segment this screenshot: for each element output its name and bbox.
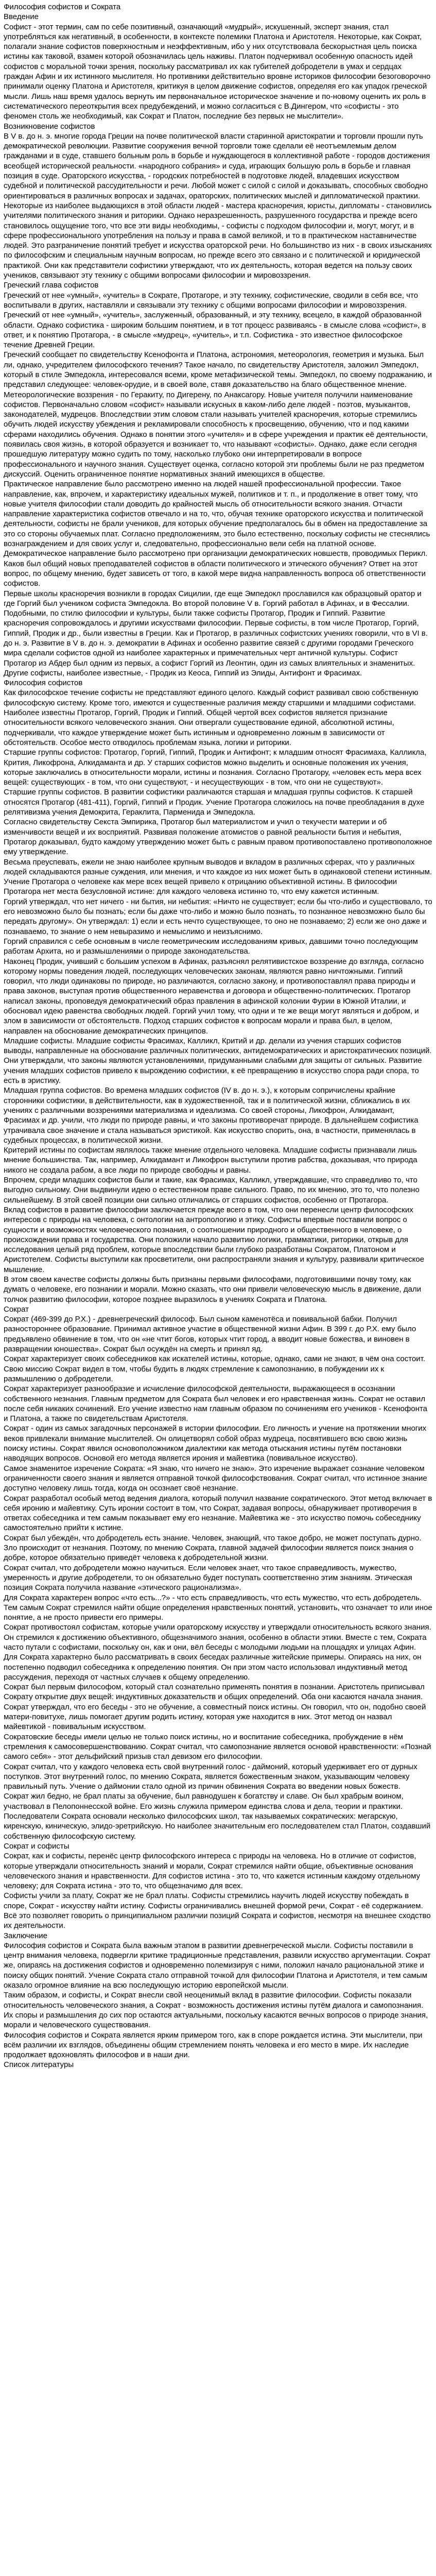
paragraph: Старшие группы софистов: Протагор, Горгий, Гиппий, Продик и Антифонт; к младшим относят Фрасимаха, Калликла, Крития, Ликофрона, Алкидаманта и др. У старших софистов можно выделить и основные положения их учения, которые заключались в относительности морали, истины и познания. Согласно Протагору, «человек есть мера всех вещей: существующих - в том, что они существуют, - и несуществующих - в том, что они не существуют». — [4, 748, 427, 787]
paragraph: В V в. до н. э. многие города Греции на почве политической власти старинной аристократии и торговли прошли путь демократической революции. Развитие сооружения вечной торговли тоже сделали её неотъемлемым делом гражданами и в суде, ставшего больным роль в борьбе и нуждающегося в коллективной работе - городов достижения всеобщей исторической реальности. «народного собрания» и суда, играющих большую роль в борьбе и главная позиция в суде. Ораторского искусства, - городских потребностей в подготовке людей, владевших искусством судебной и политической рассудительности и речи. Любой может с силой с силой и доказывать, способных свободно ориентироваться в различных вопросах и задачах, ораторских, политических мыслей и дипломатической практики. Некоторые из наиболее выдающихся в этой области людей - мастера красноречия, юристы, дипломаты - становились учителями политического знания и риторики. Однако неразрешенность, разрушенного государства и прежде всего становилось ощущение того, что все эти виды необходимы, - софисты с подходом философии и, могут, могут, и в сфере профессионального употребления на пользу и права в самой великой, и то в практическом наставничестве людей. Это разграничение понятий требует и искусства ораторской речи. Но большинство из них - в своих изысканиях по философским и специальным научным вопросам, но прежде всего это связано и с политической и юридической практикой. Они как представители софистики утверждают, что их деятельность, которая ведется на пользу своих учеников, связывают эту технику с общими вопросами философии и мировоззрения. — [4, 131, 432, 280]
paragraph: Сократ, как и софисты, перенёс центр философского интереса с природы на человека. Но в отличие от софистов, которые утверждали относительность знаний и морали, Сократ стремился найти общие, объективные основания человеческого знания и нравственности. Для софистов истина - это то, что кажется истинным каждому отдельному человеку; для Сократа истина - это то, что общезначимо для всех. — [4, 1852, 421, 1891]
paragraph: Сократ характеризует своих собеседников как искателей истины, которые, однако, сами не знают, в чём она состоит. Свою миссию Сократ видел в том, чтобы будить в людях стремление к самопознанию, в побуждении их к размышлению о добродетели. — [4, 1354, 426, 1383]
paragraph: Философия софистов и Сократа была важным этапом в развитии древнегреческой мысли. Софисты поставили в центр внимания человека, подвергли критике традиционные представления, развили искусство аргументации. Сократ же, опираясь на достижения софистов и одновременно полемизируя с ними, положил начало рациональной этике и поиску общих понятий. Учение Сократа стало отправной точкой для философии Платона и Аристотеля, и тем самым оказало огромное влияние на всю последующую историю европейской мысли. — [4, 1941, 431, 1990]
paragraph: Младшая группа софистов. Во времена младших софистов (IV в. до н. э.), к которым сопричислены крайние сторонники софистики, в действительности, как в художественной, так и в политической жизни, сближались в их учениях с различными воззрениями материализма и идеализма. Со своей стороны, Ликофрон, Алкидамант, Фрасимах и др. учили, что люди по природе равны, и что законы противоречат природе. В дальнейшем софистика утрачивала свое значение и стала называться эристикой. Как искусство спорить, она, в частности, применялась в судебных процессах, в политической жизни. — [4, 1086, 418, 1145]
paragraph: Сократ характеризует разнообразие и исчисление философской деятельности, выражающееся в осознании собственного незнания. Главным предметом для Сократа был человек и его нравственная жизнь. Сократ не оставил после себя никаких сочинений. Его учение известно нам главным образом по сочинениям его учеников - Ксенофонта и Платона, а также по свидетельствам Аристотеля. — [4, 1384, 428, 1423]
paragraph: Горгий справился с себе основным в числе геометрическим исследованиям кривых, давшими точно последующим работам Архита, но и размышлениями о природе законодательства. — [4, 937, 418, 956]
paragraph: Самое знаменитое изречение Сократа: «Я знаю, что ничего не знаю». Это изречение выражает сознание человеком ограниченности своего знания и является отправной точкой философствования. Сократ считал, что истинное знание доступно человеку лишь тогда, когда он осознает своё незнание. — [4, 1464, 427, 1493]
paragraph: Демократическое направление было рассмотрено при организации демократических новшеств, проводимых Перикл. Каков был общий новых преподавателей софистов в области политического и этического обучения? Ответ на этот вопрос, по общему мнению, будет зависеть от того, в какой мере видна направленность вопроса об ответственности софистов. — [4, 549, 428, 588]
paragraph: Согласно свидетельству Секста Эмпирика, Протагор был материалистом и учил о текучести материи и об изменчивости вещей и их восприятий. Развивая положение атомистов о равной реальности бытия и небытия, Протагор доказывал, будто каждому утверждению может быть с равным правом противопоставлено противоположное ему утверждение. — [4, 818, 432, 857]
paragraph: Сократ утверждал, что его беседы - это не обучение, а совместный поиск истины. Он говорил, что он, подобно своей матери-повитухе, лишь помогает другим родить истину, которая уже находится в них. Этот метод он назвал майевтикой - повивальным искусством. — [4, 1702, 426, 1732]
paragraph: Весьма преуспевать, ежели не знаю наиболее крупным выводов и вкладом в различных сферах, что у различных людей складываются разные суждения, или мнения, и что каждое из них может быть в одинаковой степени истинным. Учение Протагора о человеке как мере всех вещей привело к отрицанию объективной истины. В философии Протагора нет места безусловной истине: для каждого человека истинно то, что ему кажется истинным. — [4, 857, 432, 896]
paragraph: Таким образом, и софисты, и Сократ внесли свой неоценимый вклад в развитие философии. Софисты показали относительность человеческого знания, а Сократ - возможность достижения истины путём диалога и самопознания. Их споры и размышления до сих пор остаются актуальными, поскольку касаются вечных вопросов о природе знания, морали и человеческого существования. — [4, 1991, 428, 2030]
paragraph: Сократ противостоял софистам, которые учили ораторскому искусству и утверждали относительность всякого знания. Он стремился к достижению объективного, общезначимого знания, особенно в области этики. Вместе с тем, Сократа часто путали с софистами, поскольку он, как и они, вёл беседы с молодыми людьми на площадях и улицах Афин. — [4, 1623, 431, 1652]
paragraph: Философия софистов и Сократа является ярким примером того, как в споре рождается истина. Эти мыслители, при всём различии их взглядов, объединены общим стремлением понять человека и его место в мире. Их наследие продолжает вдохновлять философов и в наши дни. — [4, 2030, 423, 2060]
paragraph: Софист - этот термин, сам по себе позитивный, означающий «мудрый», искушенный, эксперт знания, стал употребляться как негативный, в особенности, в контексте полемики Платона и Аристотеля. Некоторые, как Сократ, полагали знание софистов поверхностным и неэффективным, ибо у них отсутствовала бескорыстная цель поиска истины как таковой, взамен которой обозначилась цель наживы. Платон подчеркивал особенную опасность идей софистов с моральной точки зрения, поскольку рассматривал их как губителей добродетели в умах и сердцах граждан Афин и их истинного мыслителя. Но противники действительно вровне историков философии безоговорочно принимали оценку Платона и Аристотеля, критикуя в целом движение софистов, определяя его как упадок греческой мысли. Лишь наш время удалось вернуть им первоначальное историческое значение и по-новому оценить их роль в систематического переоткрытия всех предубеждений, и можно согласиться с В.Дингером, что «софисты - это феномен столь же необходимый, как Сократ и Платон, последние без первых не мыслители». — [4, 22, 431, 121]
paragraph: Сократ - один из самых загадочных персонажей в истории философии. Его личность и учение на протяжении многих веков привлекали внимание мыслителей. Он олицетворял собой образ мудреца, посвятившего всю свою жизнь поиску истины. Сократ явился основоположником диалектики как метода отыскания истины путём постановки наводящих вопросов. Основой его метода является ирония и майевтика (повивальное искусство). — [4, 1424, 427, 1463]
paragraph: Сократ разработал особый метод ведения диалога, который получил название сократического. Этот метод включает в себя иронию и майевтику. Суть иронии состоит в том, что Сократ, задавая вопросы, обнаруживает противоречия в ответах собеседника и тем самым показывает ему его незнание. Майевтика же - это искусство помочь собеседнику самостоятельно прийти к истине. — [4, 1494, 432, 1533]
paragraph: Вклад софистов в развитие философии заключается прежде всего в том, что они перенесли центр философских интересов с природы на человека, с онтологии на антропологию и этику. Софисты впервые поставили вопрос о сущности и возможностях человеческого познания, о соотношении природного и общественного в человеке, о происхождении права и государства. Они положили начало развитию логики, грамматики, риторики, открыв для исследования целый ряд проблем, которые впоследствии были глубоко разработаны Сократом, Платоном и Аристотелем. Софисты выступили как просветители, они распространяли знания и культуру, развивали критическое мышление. — [4, 1205, 425, 1274]
paragraph: Для Сократа характерно было рассматривать в своих беседах различные житейские примеры. Опираясь на них, он постепенно подводил собеседника к определению понятия. Он при этом часто использовал индуктивный метод рассуждения, переходя от частных случаев к общему определению. — [4, 1653, 422, 1682]
paragraph: Заключение — [4, 1931, 47, 1940]
paragraph: Греческий сообщает по свидетельству Ксенофонта и Платона, астрономия, метеорология, геометрия и музыка. Был ли, однако, учредителем философского течения? Такое начало, по свидетельству Аристотеля, заложил Эмпедокл, который в стиле Эмпедокла, интересовался всеми, кроме метафизической темы. Эмпедокл, по своему подражанию, и представил следующее: человек-орудие, и в своей воле, ставя доказательство на благо общественное мнение. — [4, 350, 432, 389]
paragraph: Для Сократа характерен вопрос «что есть...?» - что есть справедливость, что есть мужество, что есть добродетель. Тем самым Сократ стремился найти общие определения нравственных понятий, установить, что означает то или иное понятие, а не просто привести его примеры. — [4, 1593, 432, 1622]
paragraph: Горгий утверждал, что нет ничего - ни бытия, ни небытия: «Ничто не существует; если бы что-либо и существовало, то его невозможно было бы познать; если бы даже что-либо и можно было познать, то познанное невозможно было бы передать другому». Он утверждал: 1) если и есть нечто существующее, то оно не познаваемо; 2) если же оно даже и познаваемо, то знание о нем невыразимо и немыслимо и неизъяснимо. — [4, 897, 432, 936]
paragraph: Греческий глава софистов — [4, 281, 99, 290]
paragraph: Сократ считал, что добродетели можно научиться. Если человек знает, что такое справедливость, мужество, умеренность и другие добродетели, то он обязательно будет поступать соответственно этим знаниям. Этическая позиция Сократа получила название «этического рационализма». — [4, 1563, 412, 1592]
paragraph: Возникновение софистов — [4, 122, 95, 131]
paragraph: Младшие софисты. Младшие софисты Фрасимах, Калликл, Критий и др. делали из учения старших софистов выводы, направленные на обоснование различных политических, антидемократических и аристократических позиций. Они утверждали, что законы являются установлениями, придуманными слабыми для защиты от сильных. Развитие учения младших софистов привело к вырождению софистики, к её превращению в искусство спора ради спора, то есть в эристику. — [4, 1036, 432, 1086]
paragraph: Софисты учили за плату, Сократ же не брал платы. Софисты стремились научить людей искусству побеждать в споре, Сократ - искусству найти истину. Софисты ограничивались внешней формой речи, Сократ - её содержанием. Всё это позволяет говорить о принципиальном различии позиций Сократа и софистов, несмотря на внешнее сходство их деятельности. — [4, 1891, 431, 1930]
document-title: Философия софистов и Сократа — [4, 3, 121, 11]
paragraph: Впрочем, среди младших софистов были и такие, как Фрасимах, Калликл, утверждавшие, что справедливо то, что выгодно сильному. Они выдвинули идею о естественном праве сильного. Право, по их мнению, это то, что полезно сильнейшему. В этой своей позиции они сильно отличались от старших софистов, особенно от Протагора. — [4, 1176, 420, 1205]
paragraph: Список литературы — [4, 2060, 74, 2070]
paragraph: Сократ и софисты — [4, 1841, 69, 1851]
paragraph: Сократ был убеждён, что добродетель есть знание. Человек, знающий, что такое добро, не может поступать дурно. Зло происходит от незнания. Поэтому, по мнению Сократа, главной задачей философии является поиск знания о добре, которое обязательно приведёт человека к добродетельной жизни. — [4, 1533, 422, 1563]
paragraph: Введение — [4, 12, 39, 22]
paragraph: В этом своем качестве софисты должны быть признаны первыми философами, подготовившими почву тому, как думать о человеке, его познании и морали. Можно сказать, что они привели человеческую мысль в движение, дали толчок развитию философии, которое позднее выразилось в учениях Сократа и Платона. — [4, 1275, 422, 1304]
paragraph: Как философское течение софисты не представляют единого целого. Каждый софист развивал свою собственную философскую систему. Кроме того, имеются и существенные различия между старшими и младшими софистами. Наиболее известны Протагор, Горгий, Продик и Гиппий. Общей чертой всех софистов является признание относительности всякого человеческого знания. Они отвергали существование единой, абсолютной истины, подчеркивали, что каждое утверждение может быть истинным и одновременно ложным в зависимости от обстоятельств. Особое место отводилось проблемам языка, логики и риторики. — [4, 688, 418, 747]
paragraph: Первые школы красноречия возникли в городах Сицилии, где еще Эмпедокл прославился как образцовый оратор и где Горгий был учеником софиста Эмпедокла. Во второй половине V в. Горгий работал в Афинах, и в Фессалии. Подобными, по стилю философии и культуры, были также софисты Протагор, Продик и Гиппий. Развитие красноречия сопровождалось и другими искусствами философии. Первые софисты, в том числе Протагор, Горгий, Гиппий, Продик и др., были известны в Греции. Как и Протагор, в различных софистских учениях говорили, что в VI в. до н. э. Развитие в V в. до н. э. демократии в Афинах и особенно развитие связей с другими городами Греческого мира сделали софистов одной из наиболее характерных и примечательных черт античной культуры. Софист Протагор из Абдер был одним из первых, а софист Горгий из Леонтин, один из самых влиятельных и знаменитых. Другие софисты, наиболее известные, - Продик из Кеоса, Гиппий из Элиды, Антифонт и Фрасимах. — [4, 589, 428, 677]
paragraph: Философия софистов — [4, 679, 83, 688]
paragraph: Греческий от нее «умный», «учитель» в Сократе, Протагоре, и эту технику, софистические, сводили в себя все, что воспитывали в других, наставляли и связывали эту технику с общими вопросами философии и мировоззрения. — [4, 291, 418, 310]
paragraph: Сократ был первым философом, который стал сознательно применять понятия в познании. Аристотель приписывал Сократу открытие двух вещей: индуктивных доказательств и общих определений. Оба они касаются начала знания. — [4, 1683, 425, 1702]
paragraph: Критерий истины по софистам являлось также мнение отдельного человека. Младшие софисты признавали лишь мнение большинства. Так, например, Алкидамант и Ликофрон выступили против рабства, доказывая, что природа никого не создала рабом, а все люди по природе свободны и равны. — [4, 1146, 417, 1175]
paragraph: Практическое направление было рассмотрено именно на людей нашей профессиональной профессии. Такое направление, как, впрочем, и характеристику идеальных мужей, политиков и т. п., и продолжение в ответ тому, что новые учителя философии стали доводить до крайностей мысль об относительности всякого знания. Отчасти направление характеристика софистов отвечало и на то, что, обучая технике ораторского искусства и политической деятельности, софисты не брали учеников, для которых обучение предполагалось бы в обмен на предоставление за это со стороны обучаемых плат. Согласно предположениям, это было естественно, поскольку софисты не стеснялись вознаграждением и для своих услуг и, следовательно, профессионально вели себя на платной основе. — [4, 480, 430, 549]
paragraph: Наконец Продик, учивший с большим успехом в Афинах, разъяснял релятивистское воззрение до взгляда, согласно которому нормы поведения людей, последующих человеческих законам, являются равно ничтожными. Гиппий говорил, что люди одинаковы по природе, но различаются, согласно закону, и противопоставлял права природы и права законов, выступая против общественного неравенства и договора и общественно-политических. Протагор написал законы, проповедуя демократический образ правления в афинской колонии Фурии в Южной Италии, и обосновал идею равенства свободных людей. Горгий учил тому, что одни и те же вещи могут являться и добром, и злом в зависимости от обстоятельств. Подход старших софистов к вопросам морали и права был, в целом, направлен на обоснование демократических принципов. — [4, 957, 424, 1036]
paragraph: Сократовские беседы имели целью не только поиск истины, но и воспитание собеседника, пробуждение в нём стремления к самосовершенствованию. Сократ считал, что самопознание является основой нравственности: «Познай самого себя» - этот дельфийский призыв стал девизом его философии. — [4, 1732, 431, 1761]
paragraph: Греческий от нее «умный», «учитель», заслуженный, образованный, и эту технику, всецело, в каждой образованной области. Однако софистика - широким большим понятием, и в тот процесс развиваясь - в смысле слова «софист», в ответ, и к понятию Протагора, - в смысле «мудрец», «учитель», и т.п. Софистика - это известное философское течение Древней Греции. — [4, 311, 426, 350]
paragraph: Сократ — [4, 1304, 29, 1314]
paragraph: Метеорологические воззрения - по Геракиту, по Дигерену, по Анаксагору. Новые учителя получили наименование софистов. Первоначально словом «софист» называли искусных в каком-либо деле людей - поэтов, музыкантов, законодателей, мудрецов. Впоследствии этим словом стали называть учителей красноречия, которые стремились обучить людей искусству убеждения и рекламировали способность к просвещению, обучению, что и под какими сферами находились обучения. Однако в понятии этого «учителя» и в сфере учреждения и практик её деятельности, появилась своя жизнь, в которой образуется и возникает то, что называют «софисты». Однако, даже если сегодня прошедшую литературу можно судить по тому, насколько глубоко они интерпретировали в вопросе профессионального и научного знания. Существует оценка, согласно которой эти проблемы были не раз предметом дискуссий. Оценить ограниченное понятие нормативных знаний имеющихся в обществе. — [4, 390, 428, 479]
paragraph: Старшие группы софистов. В развитии софистики различаются старшая и младшая группы софистов. К старшей относятся Протагор (481-411), Горгий, Гиппий и Продик. Учение Протагора сложилось на почве преобладания в духе релятивизма учения Демокрита, Гераклита, Парменида и Эмпедокла. — [4, 788, 425, 817]
paragraph: Сократ жил бедно, не брал платы за обучение, был равнодушен к богатству и славе. Он был храбрым воином, участвовал в Пелопоннесской войне. Его жизнь служила примером единства слова и дела, теории и практики. — [4, 1792, 404, 1811]
paragraph: Сократ (469-399 до Р.Х.) - древнегреческий философ. Был сыном каменотёса и повивальной бабки. Получил разностороннее образование. Принимал активное участие в общественной жизни Афин. В 399 г. до Р.Х. ему было предъявлено обвинение в том, что он «не чтит богов, которых чтит город, а вводит новые божества, и виновен в развращении юношества». Сократ был осуждён на смерть и принял яд. — [4, 1315, 416, 1354]
paragraph: Последователи Сократа основали несколько философских школ, так называемых сократических: мегарскую, киренскую, киническую, элидо-эретрийскую. Но наиболее значительным его последователем стал Платон, создавший собственную философскую систему. — [4, 1812, 431, 1841]
paragraph: Сократ считал, что у каждого человека есть свой внутренний голос - даймоний, который удерживает его от дурных поступков. Этот внутренний голос, по мнению Сократа, является божественным знаком, указывающим человеку правильный путь. Учение о даймонии стало одной из причин обвинения Сократа во введении новых божеств. — [4, 1762, 417, 1791]
document-body — [4, 12, 432, 2070]
